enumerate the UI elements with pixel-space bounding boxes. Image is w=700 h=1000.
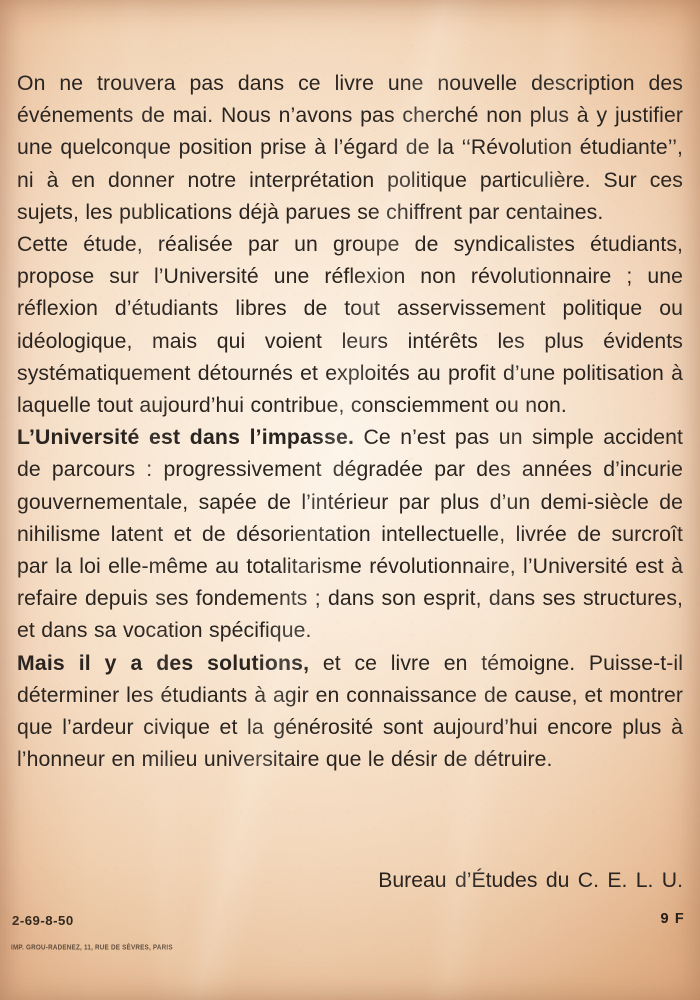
reference-code: 2-69-8-50 (12, 913, 74, 928)
paragraph-2 (17, 229, 683, 422)
paragraph-4-lead: Mais il y a des solutions, (17, 651, 310, 675)
printer-imprint: IMP. GROU-RADENEZ, 11, RUE DE SÈVRES, PARIS (11, 944, 173, 952)
paragraph-3 (17, 422, 683, 647)
paragraph-4-text: et ce livre en témoigne. Puisse-t-il déterminer les étudiants à agir en connaissance de cause, et montrer que l’ardeur civique et la générosité sont aujourd’hui encore plus à l’honneur en milieu universitaire que le désir de détruire. (17, 651, 684, 772)
paragraph-3-text: Ce n’est pas un simple accident de parcours : progressivement dégradée par des années d’incurie gouvernementale, sapée de l’intérieur par plus d’un demi-siècle de nihilisme latent et de désorientation intellectuelle, livrée de surcroît par la loi elle-même au totalitarisme révolutionnaire, l’Université est à refaire depuis ses fondements ; dans son esprit, dans ses structures, et dans sa vocation spécifique. (17, 426, 683, 643)
signature-line: Bureau d’Études du C. E. L. U. (378, 869, 683, 892)
paragraph-1-text: On ne trouvera pas dans ce livre une nouvelle description des événements de mai. Nous n’avons pas cherché non plus à y justifier une quelconque position prise à l’égard de la ‘‘Révolution étudiante’’, ni à en donner notre interprétation politique particulière. Sur ces sujets, les publications déjà parues se chiffrent par centaines. (17, 72, 683, 224)
price-tag: 9 F (660, 911, 685, 927)
paragraph-4 (17, 648, 683, 777)
paragraph-3-lead: L’Université est dans l’impasse. (17, 426, 355, 450)
paragraph-1 (17, 68, 683, 229)
body-copy (17, 68, 683, 776)
paragraph-2-text: Cette étude, réalisée par un groupe de syndicalistes étudiants, propose sur l’Université une réflexion non révolutionnaire ; une réflexion d’étudiants libres de tout asservissement politique ou idéologique, mais qui voient leurs intérêts les plus évidents systématiquement détournés et exploités au profit d’une politisation à laquelle tout aujourd’hui contribue, consciemment ou non. (17, 233, 683, 418)
